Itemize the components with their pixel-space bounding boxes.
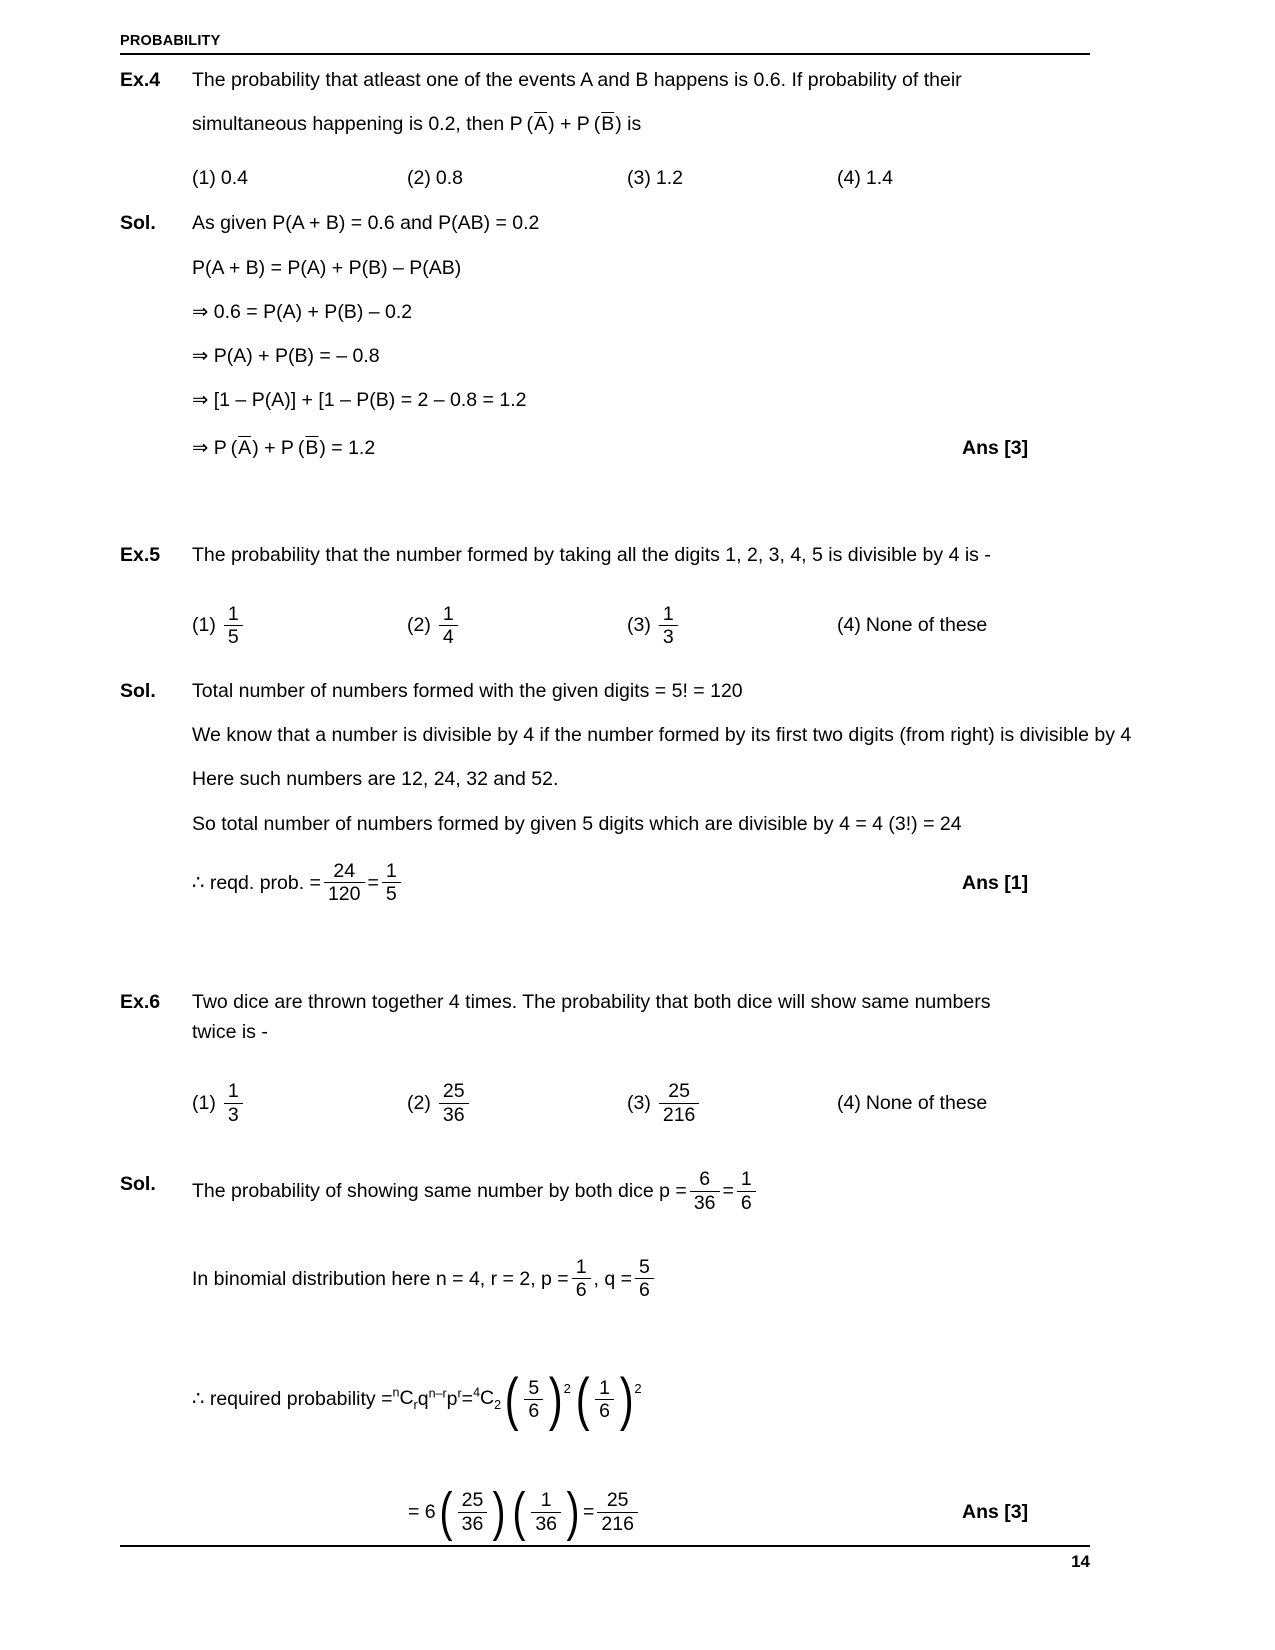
fraction-denominator: 6 <box>635 1278 654 1300</box>
page-content <box>120 33 1132 1543</box>
equals-sign: = <box>583 1501 595 1523</box>
b-overline: $\overline{B}$ <box>305 437 319 460</box>
fraction-numerator: 1 <box>740 1168 752 1191</box>
fraction-denominator: 36 <box>690 1191 720 1213</box>
fraction-numerator: 1 <box>575 1255 587 1278</box>
fraction-numerator: 25 <box>606 1489 629 1512</box>
c4-subscript: 2 <box>494 1398 502 1413</box>
fraction-denominator: 36 <box>439 1103 469 1125</box>
final-b-bar-group: $(\overline{B})$ <box>293 437 332 460</box>
b-overline: $\overline{B}$ <box>601 113 615 136</box>
solution-final-expression <box>192 433 962 463</box>
final-fraction-2 <box>382 861 401 905</box>
combination-4c2 <box>473 1383 501 1415</box>
solution-tag-ex4: Sol. <box>120 212 156 235</box>
right-paren: ) <box>566 1482 580 1543</box>
option-fraction <box>224 604 243 648</box>
step2-prefix: In binomial distribution here n = 4, r = 2, p = <box>192 1267 569 1290</box>
paren-group-25-36 <box>437 1482 509 1543</box>
solution-tag-ex5: Sol. <box>120 679 156 702</box>
fraction-numerator: 1 <box>385 859 397 882</box>
fraction-denominator: 3 <box>659 625 678 647</box>
plus-p-b: + P $(\overline{B})$ <box>554 113 628 136</box>
equals-sign: = <box>367 871 379 894</box>
solution-body-ex4 <box>192 208 1162 463</box>
option-ex6-4[interactable] <box>837 1092 1137 1115</box>
ncr-base: C <box>399 1387 414 1410</box>
step2-fraction-1 <box>572 1257 591 1301</box>
step3-prefix: ∴ required probability = <box>192 1388 393 1411</box>
problem-ex4 <box>120 65 1090 139</box>
option-value: None of these <box>865 614 988 637</box>
page-number: 14 <box>1071 1552 1090 1571</box>
answer-badge-ex6: Ans [3] <box>962 1501 1029 1523</box>
problem-tag-ex6: Ex.6 <box>120 990 161 1013</box>
solution-tag-ex6: Sol. <box>120 1173 156 1196</box>
fraction-denominator: 6 <box>572 1278 591 1300</box>
solution-step: P(A + B) = P(A) + P(B) – P(AB) <box>192 256 462 279</box>
question-line-2: twice is - <box>192 1020 268 1043</box>
fraction-denominator: 5 <box>382 882 401 904</box>
final-fraction-1 <box>324 861 365 905</box>
question-line-2-text-a: simultaneous happening is 0.2, then P <box>192 113 523 136</box>
q-base: q <box>417 1388 429 1411</box>
option-fraction <box>439 1081 469 1125</box>
fraction-denominator: 6 <box>524 1399 543 1421</box>
problem-body-ex5: The probability that the number formed by taking all the digits 1, 2, 3, 4, 5 is divisible by 4 is - <box>192 543 991 566</box>
a-overline: $\overline{A}$ <box>238 437 252 460</box>
right-paren: ) <box>548 1366 563 1432</box>
solution-step: As given P(A + B) = 0.6 and P(AB) = 0.2 <box>192 212 540 235</box>
solution-step: Total number of numbers formed with the given digits = 5! = 120 <box>192 679 743 702</box>
option-ex6-2[interactable] <box>407 1081 627 1125</box>
fraction-denominator: 6 <box>737 1191 756 1213</box>
paren-group-5-6 <box>502 1366 571 1432</box>
problem-tag-ex4: Ex.4 <box>120 68 161 91</box>
final-mid: + P <box>264 437 294 460</box>
option-ex4-4[interactable] <box>837 167 1137 190</box>
option-value: None of these <box>865 1091 988 1114</box>
fraction-denominator: 216 <box>597 1512 638 1534</box>
fraction-numerator: 24 <box>333 859 356 882</box>
solution-body-ex5 <box>192 676 1162 905</box>
step2-fraction-2 <box>635 1257 654 1301</box>
solution-final-row-ex6 <box>192 1482 1162 1543</box>
left-paren: ( <box>575 1366 590 1432</box>
fraction-denominator: 36 <box>531 1512 561 1534</box>
step1-fraction-1 <box>690 1169 720 1213</box>
options-ex6 <box>192 1081 1090 1125</box>
fraction-numerator: 5 <box>639 1255 650 1278</box>
left-paren: ( <box>512 1482 526 1543</box>
paren-exponent: 2 <box>634 1380 642 1396</box>
option-label: (3) <box>627 167 651 190</box>
solution-final-expression <box>192 1482 962 1543</box>
fraction-25-36 <box>458 1490 488 1534</box>
option-fraction <box>224 1081 243 1125</box>
ncr-superscript: n <box>392 1385 400 1400</box>
fraction-25-216 <box>597 1490 638 1534</box>
c4-superscript: 4 <box>473 1385 481 1400</box>
fraction-numerator: 25 <box>461 1489 484 1512</box>
solution-ex6 <box>120 1168 1090 1543</box>
step1-fraction-2 <box>737 1169 756 1213</box>
fraction-denominator: 6 <box>595 1399 614 1421</box>
solution-final-row-ex4 <box>192 433 1162 463</box>
solution-step-line-1 <box>192 1169 1162 1213</box>
fraction-numerator: 25 <box>668 1080 690 1103</box>
final-suffix: = 1.2 <box>331 437 376 460</box>
option-value: 1.4 <box>865 167 893 190</box>
option-ex5-3[interactable] <box>627 604 837 648</box>
option-fraction <box>439 604 458 648</box>
paren-group-1-36 <box>510 1482 582 1543</box>
solution-ex5 <box>120 676 1132 906</box>
problem-ex6 <box>120 987 1090 1047</box>
option-ex6-1[interactable] <box>192 1081 407 1125</box>
fraction-numerator: 1 <box>599 1376 610 1399</box>
solution-step: Here such numbers are 12, 24, 32 and 52. <box>192 768 559 791</box>
answer-badge-ex4: Ans [3] <box>962 437 1029 460</box>
final-prefix: = 6 <box>408 1501 436 1523</box>
option-ex5-1[interactable] <box>192 604 407 648</box>
solution-ex4 <box>120 208 1090 463</box>
option-label: (2) <box>407 614 431 637</box>
option-label: (1) <box>192 1091 216 1114</box>
solution-step-line-2 <box>192 1257 1162 1301</box>
equals-sign: = <box>722 1179 734 1202</box>
p-term <box>447 1384 462 1414</box>
options-ex4 <box>192 167 1090 190</box>
problem-body-ex6 <box>192 987 1090 1047</box>
final-a-bar-group: $(\overline{A})$ <box>226 437 265 460</box>
page-header-title: PROBABILITY <box>120 33 221 49</box>
problem-tag-ex5: Ex.5 <box>120 543 161 566</box>
option-ex4-3[interactable] <box>627 167 837 190</box>
p-base: p <box>446 1388 458 1411</box>
option-ex4-1[interactable] <box>192 167 407 190</box>
option-label: (4) <box>837 614 861 637</box>
question-line-1: Two dice are thrown together 4 times. The probability that both dice will show same numbers <box>192 990 991 1013</box>
option-value: 0.8 <box>435 167 463 190</box>
final-prefix: ⇒ P <box>192 437 227 460</box>
fraction-5-6 <box>524 1378 543 1422</box>
solution-body-ex6 <box>192 1168 1162 1543</box>
final-prefix: ∴ reqd. prob. = <box>192 871 321 894</box>
question-line-1: The probability that atleast one of the events A and B happens is 0.6. If probability of their <box>192 68 962 91</box>
step2-mid: , q = <box>593 1267 633 1290</box>
options-ex5 <box>192 604 1090 648</box>
solution-step: ⇒ P(A) + P(B) = – 0.8 <box>192 345 380 368</box>
equals-sign: = <box>461 1388 474 1411</box>
problem-ex5 <box>120 540 1090 570</box>
fraction-numerator: 1 <box>442 602 454 625</box>
fraction-numerator: 6 <box>699 1168 711 1191</box>
combination-ncr <box>392 1383 417 1415</box>
right-paren: ) <box>619 1366 634 1432</box>
q-exponent: n–r <box>428 1386 447 1401</box>
p-exponent: r <box>457 1386 462 1401</box>
footer-rule <box>120 1545 1090 1547</box>
option-ex5-4[interactable] <box>837 614 1137 637</box>
option-label: (4) <box>837 167 861 190</box>
question-line-2-text-b: is <box>627 113 642 136</box>
right-paren: ) <box>492 1482 506 1543</box>
fraction-denominator: 120 <box>324 882 365 904</box>
fraction-numerator: 25 <box>442 1080 465 1103</box>
option-label: (3) <box>627 614 651 637</box>
option-value: 0.4 <box>220 167 248 190</box>
step1-prefix: The probability of showing same number by both dice p = <box>192 1179 687 1202</box>
fraction-1-6 <box>595 1378 614 1422</box>
ncr-subscript: r <box>413 1398 418 1413</box>
fraction-numerator: 1 <box>662 602 674 625</box>
fraction-denominator: 4 <box>439 625 458 647</box>
left-paren: ( <box>504 1366 519 1432</box>
fraction-numerator: 1 <box>540 1489 552 1512</box>
a-overline: $\overline{A}$ <box>534 113 548 136</box>
option-label: (2) <box>407 167 431 190</box>
solution-final-expression <box>192 861 962 905</box>
left-paren: ( <box>439 1482 453 1543</box>
option-label: (2) <box>407 1091 431 1114</box>
question-line-2 <box>192 109 1090 139</box>
solution-step: So total number of numbers formed by given 5 digits which are divisible by 4 = 4 (3!) = 24 <box>192 812 962 835</box>
problem-body-ex4 <box>192 65 1090 139</box>
answer-badge-ex5: Ans [1] <box>962 871 1029 894</box>
option-label: (4) <box>837 1091 861 1114</box>
option-fraction <box>659 604 678 648</box>
solution-step-line-3 <box>192 1366 1162 1432</box>
fraction-numerator: 1 <box>227 602 239 625</box>
option-ex4-2[interactable] <box>407 167 627 190</box>
q-term <box>418 1384 447 1414</box>
c4-base: C <box>480 1387 495 1410</box>
option-value: 1.2 <box>655 167 683 190</box>
fraction-denominator: 36 <box>458 1512 488 1534</box>
option-label: (3) <box>627 1091 651 1114</box>
fraction-1-36 <box>531 1490 561 1534</box>
option-ex5-2[interactable] <box>407 604 627 648</box>
fraction-denominator: 5 <box>224 625 243 647</box>
solution-final-row-ex5 <box>192 861 1162 905</box>
solution-step: ⇒ [1 – P(A)] + [1 – P(B) = 2 – 0.8 = 1.2 <box>192 389 527 412</box>
fraction-numerator: 5 <box>528 1376 540 1399</box>
fraction-denominator: 216 <box>659 1103 700 1125</box>
solution-step: We know that a number is divisible by 4 if the number formed by its first two digits (from right) is divisible by 4 <box>192 724 1132 747</box>
option-fraction <box>659 1081 700 1125</box>
p-a-bar-group: $(\overline{A})$ <box>522 113 555 136</box>
option-ex6-3[interactable] <box>627 1081 837 1125</box>
fraction-numerator: 1 <box>227 1080 239 1103</box>
fraction-denominator: 3 <box>224 1103 243 1125</box>
option-label: (1) <box>192 614 216 637</box>
paren-group-1-6 <box>573 1366 642 1432</box>
solution-step: ⇒ 0.6 = P(A) + P(B) – 0.2 <box>192 300 413 323</box>
paren-exponent: 2 <box>563 1380 571 1396</box>
option-label: (1) <box>192 167 216 190</box>
